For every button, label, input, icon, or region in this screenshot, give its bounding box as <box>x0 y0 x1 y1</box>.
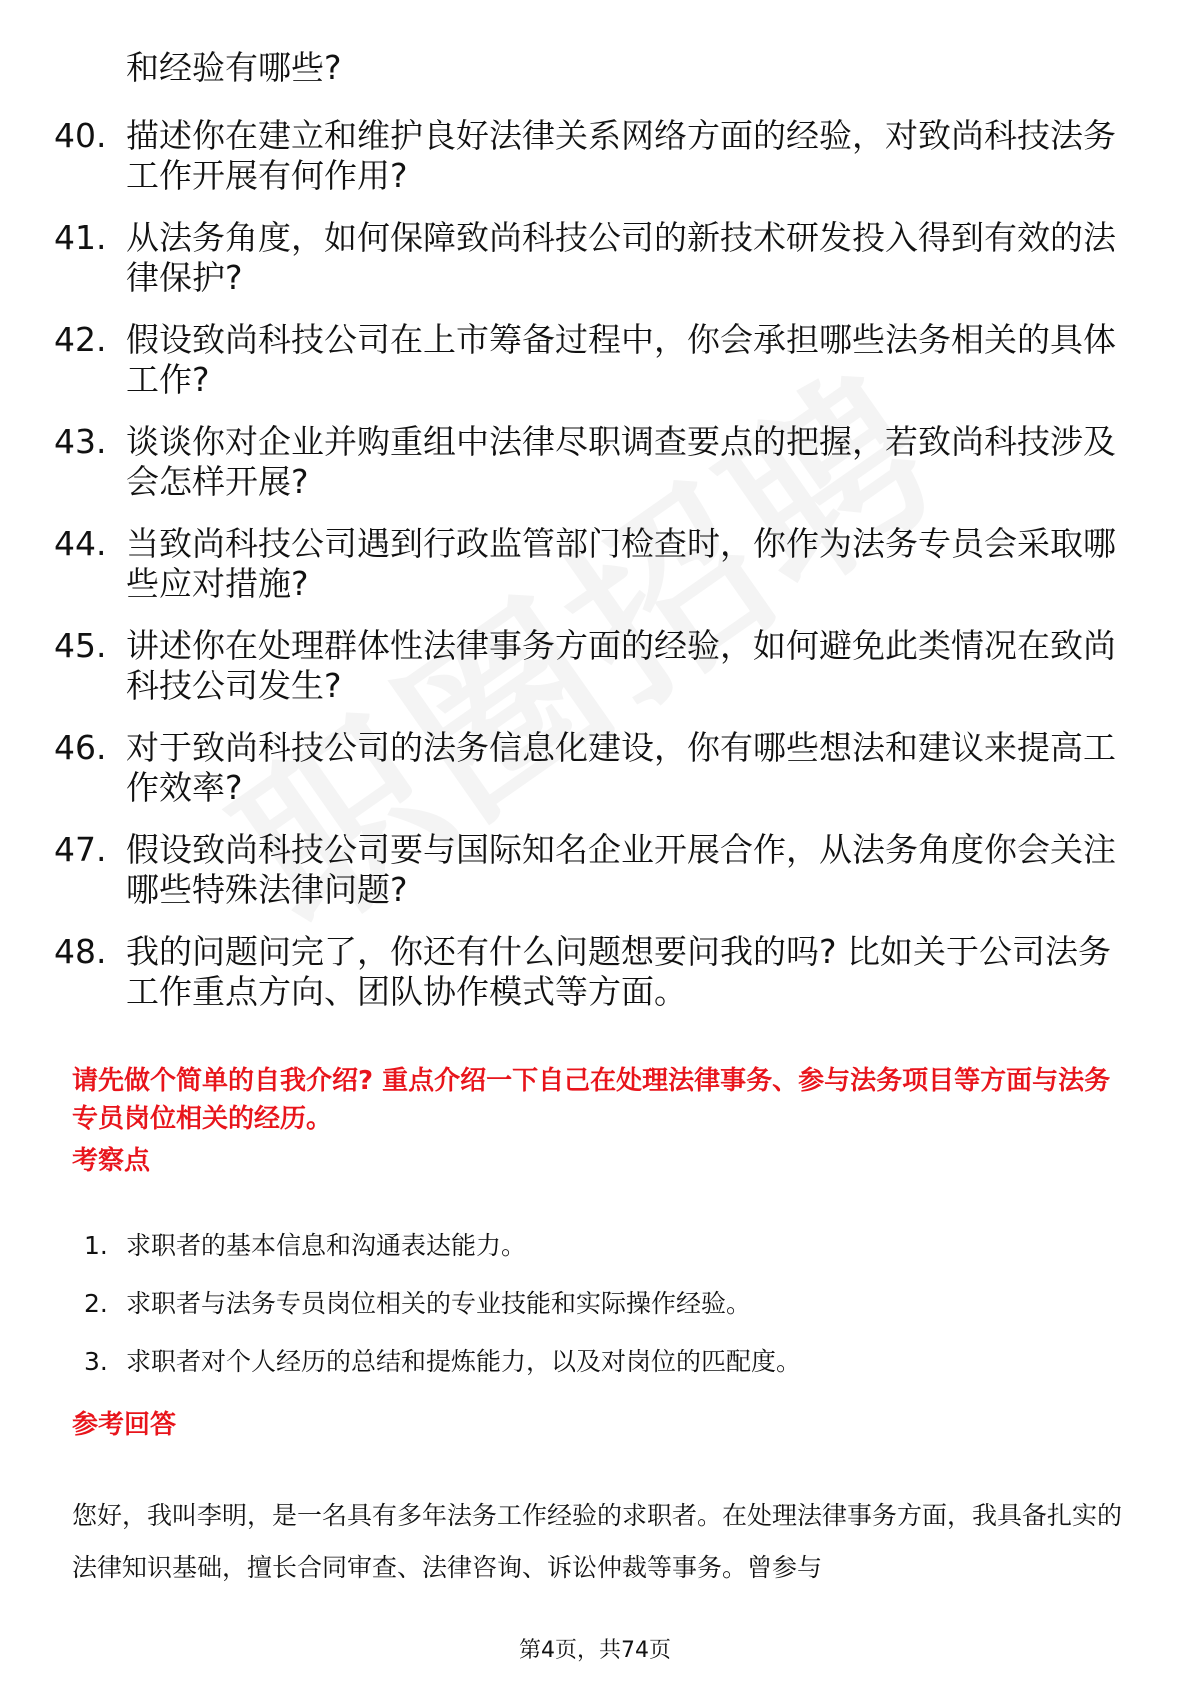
reference-answer-text: 您好，我叫李明，是一名具有多年法务工作经验的求职者。在处理法律事务方面，我具备扎实的法律知识基础，擅长合同审查、法律咨询、诉讼仲裁等事务。曾参与 <box>72 1501 1123 1582</box>
question-text: 当致尚科技公司遇到行政监管部门检查时，你作为法务专员会采取哪些应对措施? <box>126 524 1116 603</box>
list-item-text: 求职者与法务专员岗位相关的专业技能和实际操作经验。 <box>126 1289 752 1318</box>
question-text: 讲述你在处理群体性法律事务方面的经验，如何避免此类情况在致尚科技公司发生? <box>126 626 1116 705</box>
question-item <box>54 422 1124 502</box>
question-number: 40. <box>54 116 107 155</box>
question-item <box>54 932 1124 1012</box>
question-number: 47. <box>54 830 107 869</box>
question-item <box>54 320 1124 400</box>
list-item-number: 3. <box>84 1347 108 1376</box>
list-item-number: 1. <box>84 1231 108 1260</box>
list-item-text: 求职者的基本信息和沟通表达能力。 <box>126 1231 527 1260</box>
question-item <box>54 830 1124 910</box>
list-item <box>84 1287 801 1321</box>
question-number: 44. <box>54 524 107 563</box>
question-text: 假设致尚科技公司在上市筹备过程中，你会承担哪些法务相关的具体工作? <box>126 320 1116 399</box>
question-item <box>54 524 1124 604</box>
question-39-continuation: 和经验有哪些? <box>126 48 342 87</box>
list-item-text: 求职者对个人经历的总结和提炼能力，以及对岗位的匹配度。 <box>126 1347 802 1376</box>
question-item <box>54 626 1124 706</box>
question-text: 我的问题问完了，你还有什么问题想要问我的吗? 比如关于公司法务工作重点方向、团队协作模式等方面。 <box>126 932 1112 1011</box>
reference-answer-heading: 参考回答 <box>72 1410 177 1440</box>
question-list <box>54 116 1124 1034</box>
list-item <box>84 1229 801 1263</box>
question-number: 42. <box>54 320 107 359</box>
question-number: 46. <box>54 728 107 767</box>
question-text: 描述你在建立和维护良好法律关系网络方面的经验，对致尚科技法务工作开展有何作用? <box>126 116 1116 195</box>
examine-points-list <box>84 1229 801 1403</box>
intro-question-heading: 请先做个简单的自我介绍? 重点介绍一下自己在处理法律事务、参与法务项目等方面与法务专员岗位相关的经历。 <box>72 1066 1111 1134</box>
question-text: 从法务角度，如何保障致尚科技公司的新技术研发投入得到有效的法律保护? <box>126 218 1116 297</box>
question-number: 48. <box>54 932 107 971</box>
list-item <box>84 1345 801 1379</box>
question-text: 谈谈你对企业并购重组中法律尽职调查要点的把握，若致尚科技涉及会怎样开展? <box>126 422 1116 501</box>
question-number: 45. <box>54 626 107 665</box>
question-item <box>54 116 1124 196</box>
question-text: 对于致尚科技公司的法务信息化建设，你有哪些想法和建议来提高工作效率? <box>126 728 1116 807</box>
question-text: 假设致尚科技公司要与国际知名企业开展合作，从法务角度你会关注哪些特殊法律问题? <box>126 830 1116 909</box>
page-footer: 第4页，共74页 <box>519 1638 671 1663</box>
question-number: 41. <box>54 218 107 257</box>
examine-points-heading: 考察点 <box>72 1146 151 1176</box>
question-item <box>54 218 1124 298</box>
question-number: 43. <box>54 422 107 461</box>
list-item-number: 2. <box>84 1289 108 1318</box>
question-item <box>54 728 1124 808</box>
